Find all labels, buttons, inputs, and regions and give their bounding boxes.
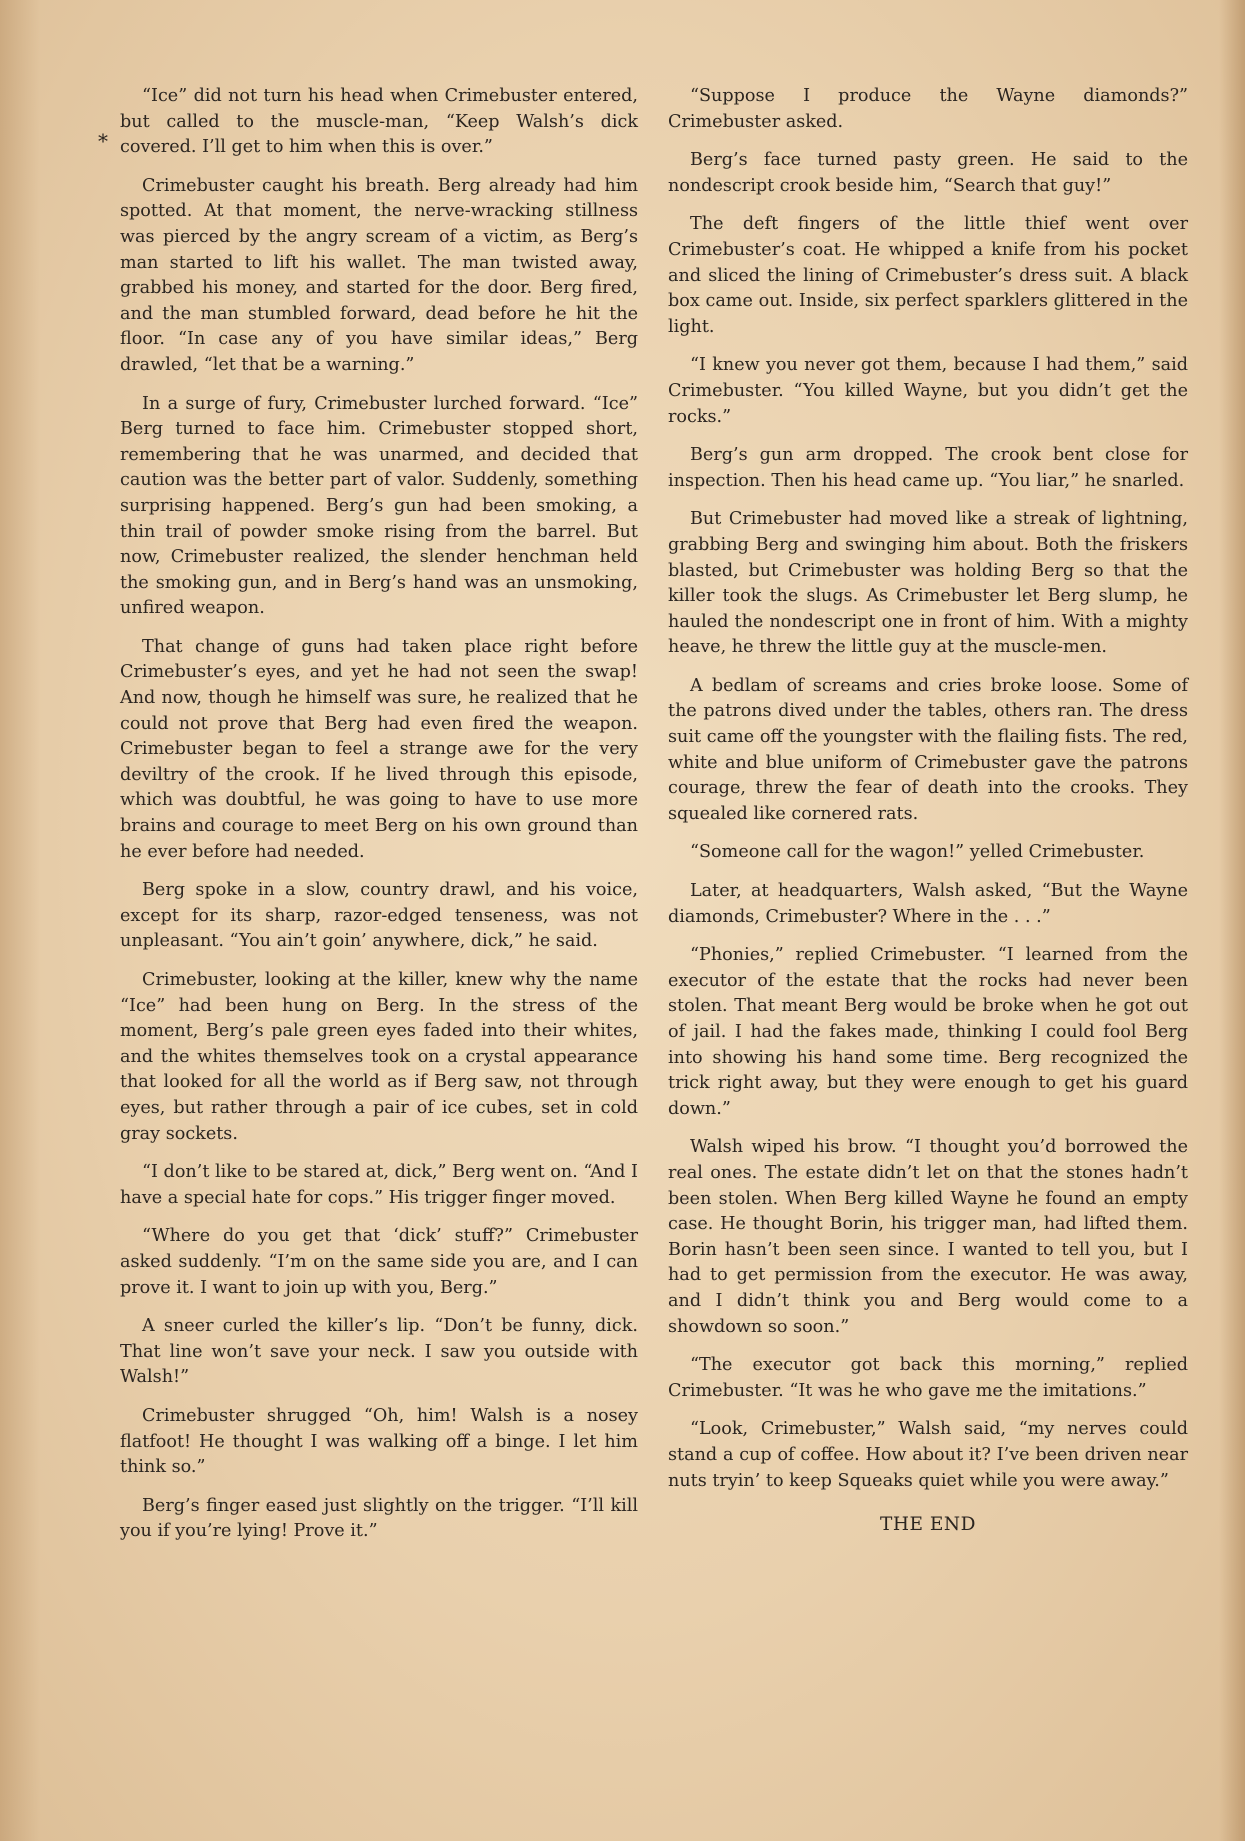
paragraph: “Where do you get that ‘dick’ stuff?” Crimebuster asked suddenly. “I’m on the same side you are, and I can prove it. I want to join up with you, Berg.” <box>120 1226 638 1298</box>
paragraph: That change of guns had taken place right before Crimebuster’s eyes, and yet he had not seen the swap! And now, though he himself was sure, he realized that he could not prove that Berg had even fired the weapon. Crimebuster began to feel a strange awe for the very deviltry of the crook. If he lived through this episode, which was doubtful, he was going to have to use more brains and courage to meet Berg on his own ground than he ever before had needed. <box>120 636 638 862</box>
page-right-shadow <box>1219 0 1245 1841</box>
paragraph: A sneer curled the killer’s lip. “Don’t be funny, dick. That line won’t save your neck. I saw you outside with Walsh!” <box>120 1316 638 1388</box>
paragraph: Berg spoke in a slow, country drawl, and his voice, except for its sharp, razor-edged tenseness, was not unpleasant. “You ain’t goin’ anywhere, dick,” he said. <box>120 880 638 952</box>
left-column <box>120 84 638 1558</box>
paragraph: “Someone call for the wagon!” yelled Crimebuster. <box>690 842 1145 863</box>
paragraph: Walsh wiped his brow. “I thought you’d borrowed the real ones. The estate didn’t let on that the stones hadn’t been stolen. When Berg killed Wayne he found an empty case. He thought Borin, his trigger man, had lifted them. Borin hasn’t been seen since. I wanted to tell you, but I had to get permission from the executor. He was away, and I didn’t think you and Berg would come to a showdown so soon.” <box>668 1137 1188 1337</box>
paragraph: “Ice” did not turn his head when Crimebuster entered, but called to the muscle-man, “Keep Walsh’s dick covered. I’ll get to him when this is over.” <box>120 86 638 158</box>
paragraph: Berg’s face turned pasty green. He said to the nondescript crook beside him, “Search that guy!” <box>668 150 1188 196</box>
paragraph: “Suppose I produce the Wayne diamonds?” Crimebuster asked. <box>668 86 1188 132</box>
asterisk-marker: * <box>98 129 108 153</box>
paragraph: “I knew you never got them, because I had them,” said Crimebuster. “You killed Wayne, but you didn’t get the rocks.” <box>668 355 1188 427</box>
paragraph: But Crimebuster had moved like a streak of lightning, grabbing Berg and swinging him about. Both the friskers blasted, but Crimebuster was holding Berg so that the killer took the slugs. As Crimebuster let Berg slump, he hauled the nondescript one in front of him. With a mighty heave, he threw the little guy at the muscle-men. <box>668 509 1188 658</box>
paragraph: A bedlam of screams and cries broke loose. Some of the patrons dived under the tables, others ran. The dress suit came off the youngster with the flailing fists. The red, white and blue uniform of Crimebuster gave the patrons courage, threw the fear of death into the crooks. They squealed like cornered rats. <box>668 675 1188 824</box>
paragraph: Crimebuster shrugged “Oh, him! Walsh is a nosey flatfoot! He thought I was walking off a binge. I let him think so.” <box>120 1405 638 1478</box>
paragraph: In a surge of fury, Crimebuster lurched forward. “Ice” Berg turned to face him. Crimebuster stopped short, remembering that he was unarmed, and decided that caution was the better part of valor. Suddenly, something surprising happened. Berg’s gun had been smoking, a thin trail of powder smoke rising from the barrel. But now, Crimebuster realized, the slender henchman held the smoking gun, and in Berg’s hand was an unsmoking, unfired weapon. <box>120 393 638 619</box>
paragraph: Berg’s gun arm dropped. The crook bent close for inspection. Then his head came up. “You liar,” he snarled. <box>668 445 1188 491</box>
paragraph: Crimebuster, looking at the killer, knew why the name “Ice” had been hung on Berg. In the stress of the moment, Berg’s pale green eyes faded into their whites, and the whites themselves took on a crystal appearance that looked for all the world as if Berg saw, not through eyes, but rather through a pair of ice cubes, set in cold gray sockets. <box>120 970 638 1144</box>
paragraph: Later, at headquarters, Walsh asked, “But the Wayne diamonds, Crimebuster? Where in the . . .” <box>668 881 1188 927</box>
the-end-label: THE END <box>880 1514 976 1536</box>
paragraph: “Phonies,” replied Crimebuster. “I learned from the executor of the estate that the rocks had never been stolen. That meant Berg would be broke when he got out of jail. I had the fakes made, thinking I could fool Berg into showing his hand some time. Berg recognized the trick right away, but they were enough to get his guard down.” <box>668 945 1188 1119</box>
paragraph: “I don’t like to be stared at, dick,” Berg went on. “And I have a special hate for cops.” His trigger finger moved. <box>120 1162 638 1208</box>
paragraph: Crimebuster caught his breath. Berg already had him spotted. At that moment, the nerve-wracking stillness was pierced by the angry scream of a victim, as Berg’s man started to lift his wallet. The man twisted away, grabbed his money, and started for the door. Berg fired, and the man stumbled forward, dead before he hit the floor. “In case any of you have similar ideas,” Berg drawled, “let that be a warning.” <box>120 175 638 375</box>
paragraph: Berg’s finger eased just slightly on the trigger. “I’ll kill you if you’re lying! Prove it.” <box>120 1495 638 1542</box>
page-left-shadow <box>0 0 40 1841</box>
right-column <box>668 84 1188 1538</box>
paragraph: “Look, Crimebuster,” Walsh said, “my nerves could stand a cup of coffee. How about it? I’ve been driven near nuts tryin’ to keep Squeaks quiet while you were away.” <box>668 1419 1188 1491</box>
paragraph: “The executor got back this morning,” replied Crimebuster. “It was he who gave me the imitations.” <box>668 1355 1188 1401</box>
paragraph: The deft fingers of the little thief went over Crimebuster’s coat. He whipped a knife from his pocket and sliced the lining of Crimebuster’s dress suit. A black box came out. Inside, six perfect sparklers glittered in the light. <box>668 214 1188 337</box>
